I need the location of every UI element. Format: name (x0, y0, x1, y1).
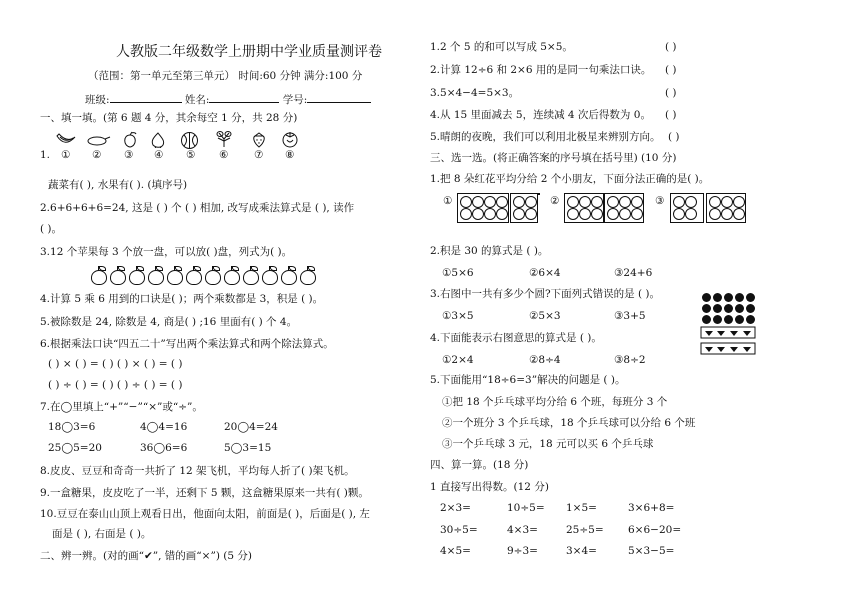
flower-icon (709, 208, 721, 220)
circle-icon (702, 315, 711, 324)
flower-icon (472, 208, 484, 220)
flower-icon (591, 208, 603, 220)
choice-2-option-3[interactable]: ③24+6 (614, 267, 653, 279)
judge-5-answer[interactable]: ( ) (668, 131, 680, 143)
choice-3-option-2[interactable]: ②5×3 (529, 310, 561, 322)
flower-icon (525, 196, 537, 208)
subsection-direct-calc: 1 直接写出得数。(12 分) (430, 481, 549, 493)
q2-line-1: 2.6+6+6+6=24, 这是 ( ) 个 ( ) 相加, 改写成乘法算式是 ( ), 读作 (40, 202, 355, 214)
flower-icon (484, 208, 496, 220)
circle-icon (702, 293, 711, 302)
banana-icon (55, 132, 77, 148)
eggplant-icon (87, 134, 111, 146)
class-field[interactable] (110, 91, 182, 103)
judge-1-answer[interactable]: ( ) (665, 41, 677, 53)
q9-text: 9.一盒糖果，皮皮吃了一半，还剩下 5 颗，这盒糖果原来一共有( )颗。 (40, 487, 369, 499)
flower-icon (631, 208, 643, 220)
calc-item: 25÷5= (566, 524, 604, 536)
q7-item: 25◯5=20 (48, 442, 102, 454)
circle-icon (735, 293, 744, 302)
judge-2: 2.计算 12÷6 和 2×6 用的是同一句乘法口诀。 (430, 64, 652, 76)
flower-icon (460, 196, 472, 208)
name-label: 姓名: (184, 94, 210, 106)
calc-item: 9÷3= (507, 545, 538, 557)
apple-icon (148, 270, 164, 285)
section-1-heading: 一、填一填。(第 6 题 4 分，其余每空 1 分，共 28 分) (40, 112, 298, 124)
apple-icon (129, 270, 145, 285)
flower-icon (685, 208, 697, 220)
peach-icon (121, 131, 139, 148)
class-label: 班级: (85, 94, 110, 106)
tomato-icon (281, 130, 299, 148)
section-3-heading: 三、选一选。(将正确答案的序号填在括号里) (10 分) (430, 152, 677, 164)
apple-icon (91, 270, 107, 285)
judge-3-answer[interactable]: ( ) (665, 87, 677, 99)
exam-info: （范围：第一单元至第三单元） 时间:60 分钟 满分:100 分 (88, 70, 363, 82)
q1-answer-line: 蔬菜有( ), 水果有( ). (填序号) (48, 179, 188, 191)
carrot-groups-icon (700, 325, 756, 357)
fruit-label-6: ⑥ (219, 149, 229, 161)
calc-item: 10÷5= (507, 502, 545, 514)
flower-icon (579, 208, 591, 220)
q7-item: 5◯3=15 (224, 442, 272, 454)
q8-text: 8.皮皮、豆豆和奇奇一共折了 12 架飞机，平均每人折了( )架飞机。 (40, 465, 355, 477)
flower-icon (484, 196, 496, 208)
fruit-label-7: ⑦ (254, 149, 264, 161)
flower-box (538, 193, 540, 195)
choice-5-option-3[interactable]: ③一个乒乓球 3 元，18 元可以买 6 个乒乓球 (442, 438, 654, 450)
id-label: 学号: (282, 94, 308, 106)
flower-icon (673, 208, 685, 220)
onion-icon (149, 131, 167, 148)
flower-icon (733, 208, 745, 220)
q4-text: 4.计算 5 乘 6 用到的口诀是( )；两个乘数都是 3，积是 ( )。 (40, 293, 324, 305)
q6-division-row: ( ) ÷ ( ) = ( ) ( ) ÷ ( ) = ( ) (48, 379, 183, 391)
fruit-label-5: ⑤ (186, 149, 196, 161)
flower-icon (685, 196, 697, 208)
student-info-row (85, 91, 371, 107)
section-2-heading: 二、辨一辨。(对的画“✔”, 错的画“×”) (5 分) (40, 550, 252, 562)
fruit-label-1: ① (61, 149, 71, 161)
judge-1: 1.2 个 5 的和可以写成 5×5。 (430, 41, 573, 53)
fruit-label-8: ⑧ (285, 149, 295, 161)
flower-icon (709, 196, 721, 208)
judge-5: 5.晴朗的夜晚，我们可以利用北极星来辨别方向。 (430, 131, 661, 143)
calc-item: 6×6−20= (628, 524, 682, 536)
choice-4-option-2[interactable]: ②8÷4 (529, 354, 561, 366)
apple-icon (224, 270, 240, 285)
apple-icon (262, 270, 278, 285)
judge-4: 4.从 15 里面减去 5，连续减 4 次后得数为 0。 (430, 109, 651, 121)
apple-icon (281, 270, 297, 285)
q7-item: 4◯4=16 (140, 421, 188, 433)
circle-icon (713, 315, 722, 324)
q3-text: 3.12 个苹果每 3 个放一盘，可以放( )盘，列式为( )。 (40, 246, 293, 258)
circle-icon (735, 315, 744, 324)
flower-icon (567, 208, 579, 220)
apple-icon (110, 270, 126, 285)
flower-icon (472, 196, 484, 208)
calc-item: 4×3= (507, 524, 538, 536)
circle-icon (724, 315, 733, 324)
circle-icon (702, 304, 711, 313)
q10-line-1: 10.豆豆在泰山山顶上观看日出，他面向太阳，前面是( )，后面是( ), 左 (40, 508, 370, 520)
flower-icon (513, 196, 525, 208)
calc-item: 3×6+8= (628, 502, 675, 514)
q7-text: 7.在◯里填上“+”“−”“×”或“÷”。 (40, 401, 203, 413)
calc-item: 4×5= (440, 545, 471, 557)
q7-item: 18◯3=6 (48, 421, 96, 433)
name-field[interactable] (209, 91, 279, 103)
flower-icon (496, 196, 508, 208)
choice-3-option-1[interactable]: ①3×5 (442, 310, 474, 322)
apple-icon (243, 270, 259, 285)
choice-3: 3.右图中一共有多少个圆?下面列式错误的是 ( )。 (430, 288, 661, 300)
choice-2-option-1[interactable]: ①5×6 (442, 267, 474, 279)
choice-5-option-2[interactable]: ②一个班分 3 个乒乓球，18 个乒乓球可以分给 6 个班 (442, 417, 696, 429)
q1-number: 1. (40, 149, 51, 161)
fruit-label-4: ④ (154, 149, 164, 161)
flower-icon (673, 196, 685, 208)
calc-item: 5×3−5= (628, 545, 675, 557)
flower-icon (733, 196, 745, 208)
cabbage-icon (215, 130, 233, 149)
apple-icon (205, 270, 221, 285)
calc-item: 1×5= (566, 502, 597, 514)
circle-icon (713, 304, 722, 313)
flower-icon (567, 196, 579, 208)
choice-4-option-1[interactable]: ①2×4 (442, 354, 474, 366)
flower-icon (513, 208, 525, 220)
apple-icon (167, 270, 183, 285)
judge-3: 3.5×4−4=5×3。 (430, 87, 520, 99)
fruit-label-2: ② (92, 149, 102, 161)
circle-icon (746, 304, 755, 313)
q2-line-2: ( )。 (40, 223, 63, 235)
flower-icon (619, 208, 631, 220)
figure-label-1: ① (443, 195, 453, 207)
flower-icon (607, 208, 619, 220)
section-4-heading: 四、算一算。(18 分) (430, 459, 529, 471)
judge-4-answer[interactable]: ( ) (665, 109, 677, 121)
circle-icon (713, 293, 722, 302)
choice-1: 1.把 8 朵红花平均分给 2 个小朋友，下面分法正确的是( )。 (430, 173, 710, 185)
choice-2: 2.积是 30 的算式是 ( )。 (430, 245, 549, 257)
flower-icon (525, 208, 537, 220)
choice-5-option-1[interactable]: ①把 18 个乒乓球平均分给 6 个班，每班分 3 个 (442, 396, 668, 408)
flower-icon (496, 208, 508, 220)
circle-icon (746, 293, 755, 302)
calc-item: 30÷5= (440, 524, 478, 536)
strawberry-icon (251, 131, 267, 148)
choice-5: 5.下面能用“18÷6=3”解决的问题是 ( )。 (430, 374, 626, 386)
apple-icon (300, 270, 316, 285)
judge-2-answer[interactable]: ( ) (665, 64, 677, 76)
fruit-label-3: ③ (124, 149, 134, 161)
q10-line-2: 面是 ( ), 右面是 ( )。 (52, 528, 152, 540)
q5-text: 5.被除数是 24, 除数是 4, 商是( ) ;16 里面有( ) 个 4。 (40, 316, 298, 328)
figure-label-3: ③ (655, 195, 665, 207)
flower-icon (579, 196, 591, 208)
page-title: 人教版二年级数学上册期中学业质量测评卷 (116, 44, 382, 60)
id-field[interactable] (307, 91, 371, 103)
circle-icon (746, 315, 755, 324)
circle-icon (724, 304, 733, 313)
apple-icon (186, 270, 202, 285)
q7-item: 20◯4=24 (224, 421, 278, 433)
q7-item: 36◯6=6 (140, 442, 188, 454)
choice-3-option-3[interactable]: ③3+5 (614, 310, 646, 322)
calc-item: 2×3= (440, 502, 471, 514)
flower-icon (460, 208, 472, 220)
flower-icon (631, 196, 643, 208)
calc-item: 3×4= (566, 545, 597, 557)
choice-4-option-3[interactable]: ③8÷2 (614, 354, 646, 366)
figure-label-2: ② (550, 195, 560, 207)
flower-icon (619, 196, 631, 208)
circle-icon (724, 293, 733, 302)
flower-icon (721, 196, 733, 208)
watermelon-icon (180, 131, 199, 149)
flower-icon (591, 196, 603, 208)
flower-icon (721, 208, 733, 220)
choice-2-option-2[interactable]: ②6×4 (529, 267, 561, 279)
flower-icon (607, 196, 619, 208)
circle-icon (735, 304, 744, 313)
q6-multiplication-row: ( ) × ( ) = ( ) ( ) × ( ) = ( ) (48, 358, 183, 370)
q6-text: 6.根据乘法口诀“四五二十”写出两个乘法算式和两个除法算式。 (40, 338, 334, 350)
choice-4: 4.下面能表示右图意思的算式是 ( )。 (430, 332, 602, 344)
